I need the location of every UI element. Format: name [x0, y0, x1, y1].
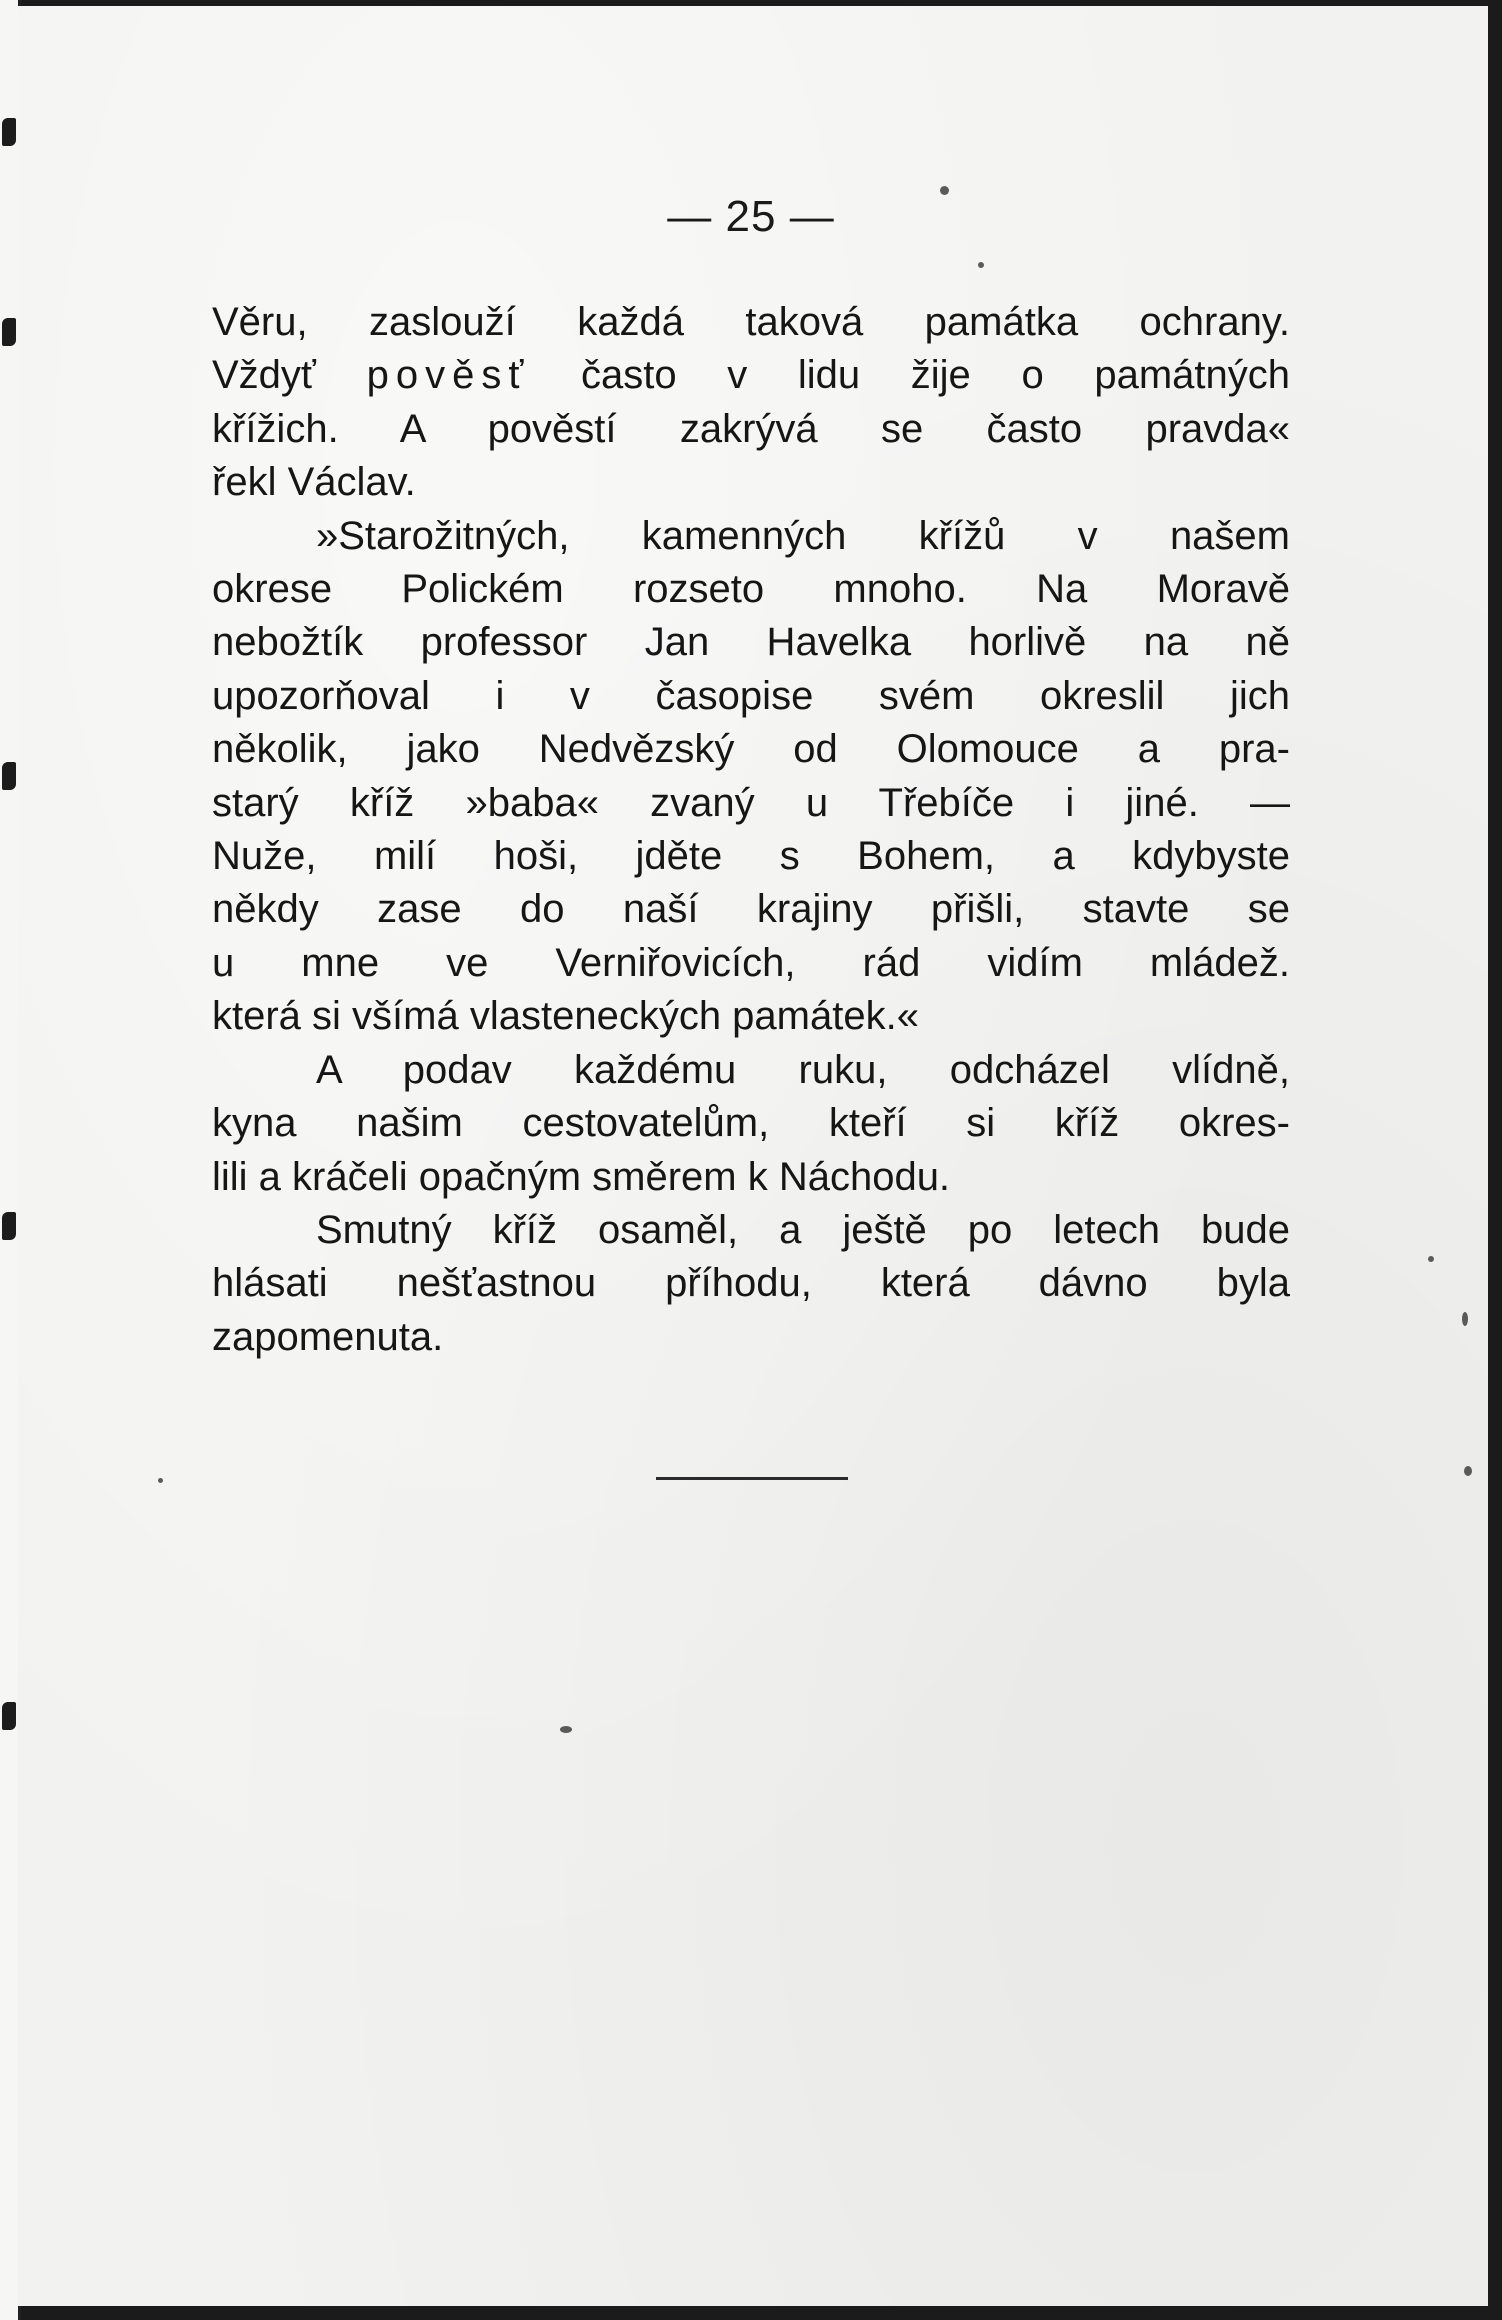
text-line: kyna našim cestovatelům, kteří si kříž okres- — [212, 1101, 1290, 1146]
paper-speck — [158, 1478, 163, 1483]
binding-stitch-mark — [2, 762, 16, 790]
text-line: někdy zase do naší krajiny přišli, stavte se — [212, 887, 1290, 932]
text-line: »Starožitných, kamenných křížů v našem — [316, 513, 1290, 558]
text-line: lili a kráčeli opačným směrem k Náchodu. — [212, 1154, 951, 1199]
paper-speck — [978, 262, 984, 268]
body-text — [212, 296, 1290, 1364]
text-line: řekl Václav. — [212, 460, 416, 505]
text-line: zapomenuta. — [212, 1314, 444, 1359]
paper-speck — [1428, 1256, 1434, 1262]
text-line: která si všímá vlasteneckých památek.« — [212, 994, 919, 1039]
text-line: několik, jako Nedvězský od Olomouce a pra- — [212, 727, 1290, 772]
binding-stitch-mark — [2, 118, 16, 146]
section-end-rule — [656, 1477, 848, 1480]
paper-speck — [1462, 1312, 1468, 1326]
text-line: u mne ve Verniřovicích, rád vidím mládež. — [212, 940, 1290, 985]
text-line: starý kříž »baba« zvaný u Třebíče i jiné. — — [212, 780, 1290, 825]
paper-speck — [1464, 1466, 1472, 1476]
text-line: Věru, zaslouží každá taková památka ochrany. — [212, 300, 1290, 344]
binding-stitch-mark — [2, 318, 16, 346]
page-number: — 25 — — [667, 192, 835, 241]
text-line: Smutný kříž osaměl, a ještě po letech bude — [316, 1207, 1290, 1252]
text-line: Vždyť pověsť často v lidu žije o památných — [212, 353, 1290, 398]
text-line: Nuže, milí hoši, jděte s Bohem, a kdybyste — [212, 834, 1290, 879]
text-line: hlásati nešťastnou příhodu, která dávno byla — [212, 1261, 1290, 1306]
binding-stitch-mark — [2, 1702, 16, 1730]
text-line: A podav každému ruku, odcházel vlídně, — [316, 1047, 1290, 1092]
text-line: okrese Polickém rozseto mnoho. Na Moravě — [212, 567, 1290, 612]
binding-stitch-mark — [2, 1212, 16, 1240]
paper-speck — [560, 1726, 572, 1733]
text-line: křížich. A pověstí zakrývá se často pravda« — [212, 406, 1290, 451]
text-line: upozorňoval i v časopise svém okreslil jich — [212, 673, 1290, 718]
text-line: nebožtík professor Jan Havelka horlivě na ně — [212, 620, 1290, 665]
